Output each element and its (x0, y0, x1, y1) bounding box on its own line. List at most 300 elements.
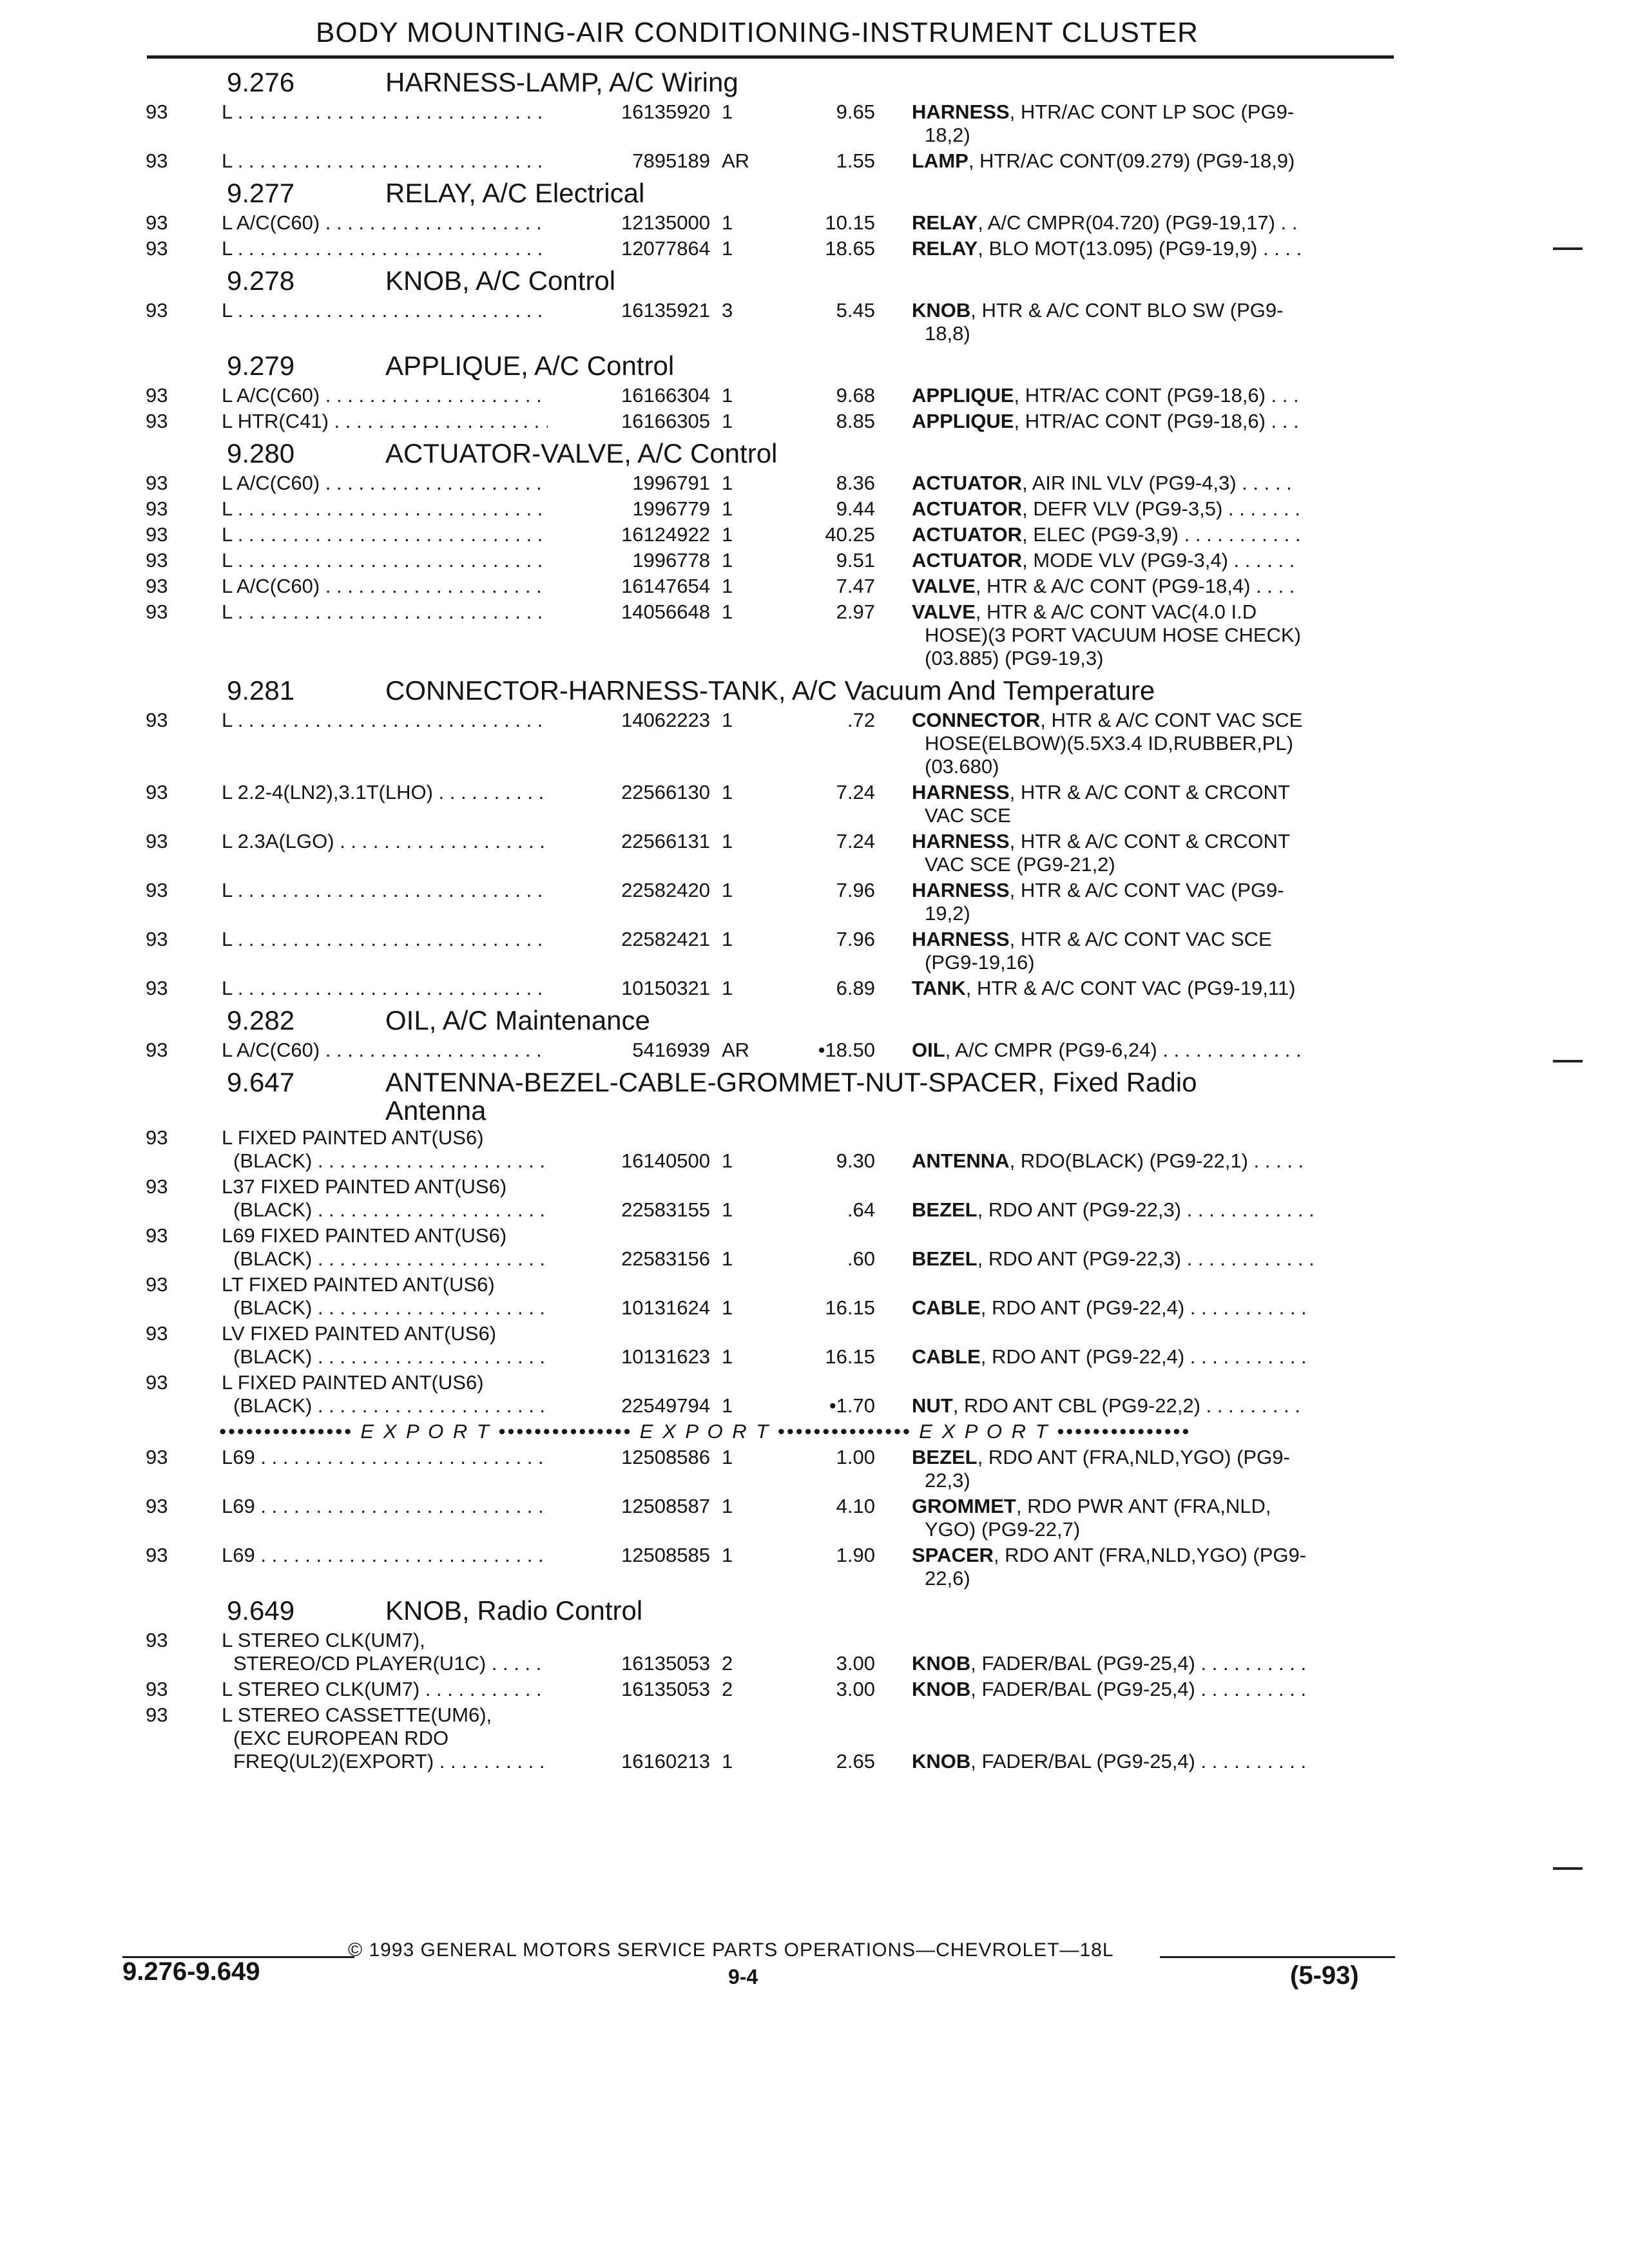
description-text: , ELEC (PG9-3,9) . . . . . . . . . . . (1022, 523, 1301, 546)
description-line (912, 928, 1389, 951)
description-line (912, 523, 1389, 546)
usage-line-text: L STEREO CASSETTE(UM6), (222, 1704, 492, 1726)
part-number: 22583156 (548, 1247, 710, 1271)
description-line (912, 647, 1389, 670)
part-row (0, 149, 1629, 175)
section-number: 9.282 (227, 1005, 295, 1035)
section-heading (0, 1003, 1629, 1039)
description-keyword: VALVE (912, 575, 976, 597)
description-line (912, 624, 1389, 647)
part-row (0, 1224, 1629, 1273)
part-description (912, 1345, 1389, 1369)
quantity: 3 (722, 299, 733, 322)
description-keyword: HARNESS (912, 830, 1010, 852)
description-text: , HTR/AC CONT(09.279) (PG9-18,9) (968, 149, 1295, 172)
model-year: 93 (146, 575, 168, 597)
part-description (912, 1652, 1389, 1675)
description-line (912, 1446, 1389, 1469)
usage-line-text: L A/C(C60) (222, 384, 320, 407)
description-keyword: RELAY (912, 237, 978, 260)
description-text: , HTR & A/C CONT VAC SCE (1009, 928, 1272, 950)
part-row (0, 830, 1629, 879)
part-number: 10131623 (548, 1345, 710, 1369)
description-line (912, 1567, 1389, 1590)
section-heading (0, 1064, 1629, 1126)
quantity: 1 (722, 1544, 733, 1566)
section-title: HARNESS-LAMP, A/C Wiring (385, 67, 738, 97)
usage-line (222, 1322, 711, 1345)
part-description (912, 101, 1389, 147)
part-description (912, 1296, 1389, 1320)
price: 9.44 (836, 497, 875, 520)
quantity: 1 (722, 879, 733, 901)
model-year: 93 (146, 709, 168, 731)
description-text: , RDO ANT (FRA,NLD,YGO) (PG9- (977, 1446, 1290, 1468)
description-line (912, 549, 1389, 572)
usage-line-text: L HTR(C41) (222, 410, 329, 432)
description-text: VAC SCE (PG9-21,2) (925, 853, 1115, 876)
part-description (912, 879, 1389, 925)
part-row (0, 601, 1629, 673)
description-text: , FADER/BAL (PG9-25,4) . . . . . . . . . . (970, 1678, 1307, 1700)
section-number: 9.280 (227, 438, 295, 468)
section-title: ANTENNA-BEZEL-CABLE-GROMMET-NUT-SPACER, Fixed Radio (385, 1067, 1197, 1097)
part-number: 22583155 (548, 1198, 710, 1222)
description-text: , RDO ANT (PG9-22,3) . . . . . . . . . . . . (977, 1247, 1315, 1270)
part-number: 5416939 (548, 1039, 710, 1062)
part-row (0, 1678, 1629, 1704)
price: 3.00 (836, 1652, 875, 1675)
part-number: 1996791 (548, 472, 710, 495)
usage-line (222, 1371, 711, 1394)
part-row (0, 101, 1629, 149)
model-year: 93 (146, 1678, 168, 1700)
model-year: 93 (146, 523, 168, 546)
description-keyword: CABLE (912, 1296, 981, 1319)
price: 7.24 (836, 781, 875, 803)
section-number: 9.277 (227, 178, 295, 208)
part-number: 16135053 (548, 1678, 710, 1701)
part-description (912, 523, 1389, 546)
description-text: , HTR & A/C CONT (PG9-18,4) . . . . (975, 575, 1295, 597)
part-row (0, 237, 1629, 263)
part-number: 16140500 (548, 1149, 710, 1173)
description-keyword: RELAY (912, 211, 978, 234)
part-description (912, 709, 1389, 778)
price: 1.00 (836, 1446, 875, 1468)
description-keyword: BEZEL (912, 1446, 978, 1468)
description-text: , HTR & A/C CONT VAC SCE (1040, 709, 1303, 731)
part-number: 16147654 (548, 575, 710, 598)
model-year: 93 (146, 1544, 168, 1566)
usage-line (222, 1727, 711, 1750)
section-title: RELAY, A/C Electrical (385, 178, 645, 208)
description-text: (03.680) (925, 755, 999, 778)
usage-line (222, 1704, 711, 1727)
description-text: (PG9-19,16) (925, 951, 1035, 974)
section-title: KNOB, Radio Control (385, 1595, 643, 1626)
description-text: 22,6) (925, 1567, 970, 1590)
description-keyword: APPLIQUE (912, 384, 1014, 407)
description-line (912, 322, 1389, 345)
part-description (912, 497, 1389, 521)
usage-line-text: L 2.2-4(LN2),3.1T(LHO) (222, 781, 433, 803)
quantity: 1 (722, 101, 733, 123)
description-line (912, 472, 1389, 495)
part-row (0, 523, 1629, 549)
quantity: 2 (722, 1652, 733, 1675)
section-heading (0, 263, 1629, 299)
model-year: 93 (146, 1126, 168, 1149)
model-year: 93 (146, 149, 168, 172)
description-keyword: OIL (912, 1039, 945, 1061)
quantity: 1 (722, 781, 733, 803)
price: 8.85 (836, 410, 875, 432)
price: 18.65 (825, 237, 875, 260)
description-text: , HTR & A/C CONT VAC (PG9- (1009, 879, 1284, 901)
price: 16.15 (825, 1296, 875, 1319)
part-description (912, 211, 1389, 235)
usage-line-text: L A/C(C60) (222, 211, 320, 234)
quantity: 1 (722, 977, 733, 999)
price: 2.97 (836, 601, 875, 623)
part-row (0, 1495, 1629, 1544)
part-number: 16135053 (548, 1652, 710, 1675)
model-year: 93 (146, 1175, 168, 1198)
model-year: 93 (146, 1495, 168, 1517)
part-row (0, 781, 1629, 830)
description-text: 19,2) (925, 902, 970, 925)
part-number: 12135000 (548, 211, 710, 235)
part-description (912, 1750, 1389, 1773)
description-keyword: CONNECTOR (912, 709, 1041, 731)
usage-line (222, 1273, 711, 1296)
usage-line-text: L STEREO CLK(UM7) (222, 1678, 420, 1700)
description-keyword: BEZEL (912, 1247, 978, 1270)
quantity: 1 (722, 472, 733, 494)
part-description (912, 1544, 1389, 1590)
price: •1.70 (829, 1394, 875, 1417)
description-text: , FADER/BAL (PG9-25,4) . . . . . . . . . . (970, 1652, 1307, 1675)
quantity: 1 (722, 549, 733, 572)
description-line (912, 1149, 1389, 1173)
description-line (912, 237, 1389, 260)
model-year: 93 (146, 549, 168, 572)
usage-line-text: L (222, 928, 233, 950)
description-text: , DEFR VLV (PG9-3,5) . . . . . . . (1022, 497, 1300, 520)
usage-line-text: L (222, 149, 233, 172)
footer-revision-date: (5-93) (1290, 1961, 1359, 1990)
description-line (912, 879, 1389, 902)
price: .60 (847, 1247, 875, 1270)
usage-line-text: L69 (222, 1495, 255, 1517)
description-keyword: KNOB (912, 299, 971, 322)
description-text: , A/C CMPR(04.720) (PG9-19,17) . . (978, 211, 1298, 234)
part-row (0, 879, 1629, 928)
part-description (912, 575, 1389, 598)
price: 7.24 (836, 830, 875, 852)
quantity: 1 (722, 497, 733, 520)
description-line (912, 902, 1389, 925)
price: 9.65 (836, 101, 875, 123)
part-row (0, 299, 1629, 348)
price: 9.30 (836, 1149, 875, 1172)
usage-line-text: L69 FIXED PAINTED ANT(US6) (222, 1224, 507, 1247)
model-year: 93 (146, 1446, 168, 1468)
part-number: 12508585 (548, 1544, 710, 1567)
usage-line-text: (EXC EUROPEAN RDO (233, 1727, 449, 1749)
description-line (912, 709, 1389, 732)
usage-line-text: L69 (222, 1446, 255, 1468)
quantity: 1 (722, 237, 733, 260)
usage-line-text: L (222, 523, 233, 546)
usage-line-text: (BLACK) (233, 1394, 313, 1417)
description-keyword: NUT (912, 1394, 953, 1417)
description-line (912, 1296, 1389, 1320)
part-description (912, 977, 1389, 1000)
usage-line-text: L FIXED PAINTED ANT(US6) (222, 1371, 484, 1394)
part-number: 7895189 (548, 149, 710, 173)
usage-line-text: (BLACK) (233, 1198, 313, 1221)
usage-line (222, 1126, 711, 1149)
section-title: OIL, A/C Maintenance (385, 1005, 650, 1035)
quantity: 2 (722, 1678, 733, 1700)
usage-line-text: STEREO/CD PLAYER(U1C) (233, 1652, 487, 1675)
quantity: 1 (722, 384, 733, 407)
part-number: 16135921 (548, 299, 710, 322)
usage-line-text: L (222, 709, 233, 731)
description-text: , HTR & A/C CONT & CRCONT (1009, 830, 1290, 852)
usage-line-text: L A/C(C60) (222, 472, 320, 494)
description-text: , RDO(BLACK) (PG9-22,1) . . . . . (1009, 1149, 1304, 1172)
description-line (912, 1345, 1389, 1369)
usage-line-text: L 2.3A(LGO) (222, 830, 334, 852)
description-keyword: APPLIQUE (912, 410, 1014, 432)
usage-line-text: L (222, 977, 233, 999)
description-line (912, 575, 1389, 598)
part-description (912, 472, 1389, 495)
usage-line-text: L (222, 601, 233, 623)
price: 1.55 (836, 149, 875, 172)
quantity: 1 (722, 928, 733, 950)
description-line (912, 1247, 1389, 1271)
description-line (912, 211, 1389, 235)
quantity: 1 (722, 211, 733, 234)
description-line (912, 830, 1389, 853)
part-row (0, 384, 1629, 410)
description-line (912, 1469, 1389, 1492)
part-description (912, 1495, 1389, 1541)
description-line (912, 1198, 1389, 1222)
part-description (912, 549, 1389, 572)
description-keyword: HARNESS (912, 781, 1010, 803)
description-line (912, 1678, 1389, 1701)
footer-rule-right (1160, 1956, 1395, 1958)
part-number: 12508587 (548, 1495, 710, 1518)
description-text: , HTR & A/C CONT BLO SW (PG9- (970, 299, 1284, 322)
usage-line-text: L69 (222, 1544, 255, 1566)
section-number: 9.276 (227, 67, 295, 97)
description-keyword: SPACER (912, 1544, 994, 1566)
model-year: 93 (146, 211, 168, 234)
quantity: 1 (722, 1198, 733, 1221)
part-description (912, 237, 1389, 260)
part-number: 10150321 (548, 977, 710, 1000)
part-number: 22582420 (548, 879, 710, 902)
description-text: (03.885) (PG9-19,3) (925, 647, 1104, 669)
section-heading (0, 348, 1629, 384)
description-text: , A/C CMPR (PG9-6,24) . . . . . . . . . . . . . (945, 1039, 1302, 1061)
description-text: HOSE(ELBOW)(5.5X3.4 ID,RUBBER,PL) (925, 732, 1293, 754)
section-heading (0, 175, 1629, 211)
price: 4.10 (836, 1495, 875, 1517)
price: 1.90 (836, 1544, 875, 1566)
usage-line-text: L (222, 101, 233, 123)
part-description (912, 149, 1389, 173)
part-number: 22549794 (548, 1394, 710, 1418)
quantity: 1 (722, 1345, 733, 1368)
usage-line-text: L (222, 549, 233, 572)
section-number: 9.647 (227, 1067, 295, 1097)
description-line (912, 124, 1389, 147)
part-description (912, 1446, 1389, 1492)
description-line (912, 1495, 1389, 1518)
quantity: 1 (722, 1394, 733, 1417)
part-description (912, 384, 1389, 407)
model-year: 93 (146, 101, 168, 123)
description-line (912, 1394, 1389, 1418)
description-line (912, 732, 1389, 755)
part-row (0, 1629, 1629, 1678)
part-description (912, 1394, 1389, 1418)
price: 9.51 (836, 549, 875, 572)
description-line (912, 1544, 1389, 1567)
price: 5.45 (836, 299, 875, 322)
price: 16.15 (825, 1345, 875, 1368)
description-text: HOSE)(3 PORT VACUUM HOSE CHECK) (925, 624, 1301, 646)
description-text: , BLO MOT(13.095) (PG9-19,9) . . . . (978, 237, 1302, 260)
description-line (912, 149, 1389, 173)
quantity: 1 (722, 575, 733, 597)
quantity: AR (722, 1039, 750, 1061)
part-row (0, 549, 1629, 575)
part-row (0, 497, 1629, 523)
description-keyword: TANK (912, 977, 966, 999)
description-line (912, 951, 1389, 974)
description-text: , MODE VLV (PG9-3,4) . . . . . . (1022, 549, 1295, 572)
description-keyword: ACTUATOR (912, 549, 1023, 572)
usage-line-text: L STEREO CLK(UM7), (222, 1629, 425, 1651)
model-year: 93 (146, 1371, 168, 1394)
footer-page-number: 9-4 (728, 1965, 758, 1988)
description-text: , HTR & A/C CONT VAC(4.0 I.D (975, 601, 1257, 623)
part-row (0, 709, 1629, 781)
description-line (912, 299, 1389, 322)
price: 40.25 (825, 523, 875, 546)
model-year: 93 (146, 472, 168, 494)
usage-line-text: (BLACK) (233, 1345, 313, 1368)
section-number: 9.278 (227, 265, 295, 296)
price: 2.65 (836, 1750, 875, 1773)
part-row (0, 472, 1629, 497)
part-number: 22582421 (548, 928, 710, 951)
description-text: 18,2) (925, 124, 970, 146)
part-row (0, 211, 1629, 237)
description-line (912, 1518, 1389, 1541)
part-description (912, 299, 1389, 345)
price: •18.50 (818, 1039, 875, 1061)
description-text: , RDO ANT CBL (PG9-22,2) . . . . . . . . . (952, 1394, 1300, 1417)
part-row (0, 1446, 1629, 1495)
usage-line-text: L37 FIXED PAINTED ANT(US6) (222, 1175, 507, 1198)
price: 7.96 (836, 928, 875, 950)
description-line (912, 781, 1389, 804)
section-number: 9.649 (227, 1595, 295, 1626)
part-description (912, 1149, 1389, 1173)
part-row (0, 1175, 1629, 1224)
description-keyword: CABLE (912, 1345, 981, 1368)
description-keyword: KNOB (912, 1750, 971, 1773)
price: 9.68 (836, 384, 875, 407)
part-number: 1996779 (548, 497, 710, 521)
description-keyword: ANTENNA (912, 1149, 1010, 1172)
model-year: 93 (146, 879, 168, 901)
part-number: 12508586 (548, 1446, 710, 1469)
margin-tick-mark (1553, 1060, 1583, 1062)
usage-line-text: LV FIXED PAINTED ANT(US6) (222, 1322, 497, 1345)
footer-copyright: © 1993 GENERAL MOTORS SERVICE PARTS OPERATIONS—CHEVROLET—18L (348, 1939, 1114, 1961)
description-line (912, 804, 1389, 827)
description-keyword: HARNESS (912, 101, 1010, 123)
part-row (0, 1273, 1629, 1322)
description-keyword: ACTUATOR (912, 472, 1023, 494)
part-number: 16135920 (548, 101, 710, 124)
usage-line-text: L (222, 879, 233, 901)
part-number: 14062223 (548, 709, 710, 732)
part-row (0, 1039, 1629, 1064)
part-description (912, 1198, 1389, 1222)
description-line (912, 601, 1389, 624)
description-line (912, 497, 1389, 521)
section-title: CONNECTOR-HARNESS-TANK, A/C Vacuum And Temperature (385, 675, 1155, 706)
usage-line (222, 1224, 711, 1247)
model-year: 93 (146, 1224, 168, 1247)
model-year: 93 (146, 299, 168, 322)
description-text: , HTR/AC CONT (PG9-18,6) . . . (1014, 384, 1299, 407)
description-text: , RDO PWR ANT (FRA,NLD, (1016, 1495, 1271, 1517)
model-year: 93 (146, 497, 168, 520)
parts-listing (0, 64, 1629, 1776)
part-description (912, 1678, 1389, 1701)
model-year: 93 (146, 601, 168, 623)
model-year: 93 (146, 384, 168, 407)
export-separator: ••••••••••••••• E X P O R T ••••••••••••••• E X P O R T ••••••••••••••• E X P O R T ••••••••••••••• (219, 1420, 1191, 1443)
quantity: 1 (722, 1495, 733, 1517)
description-line (912, 853, 1389, 876)
section-heading (0, 436, 1629, 472)
model-year: 93 (146, 781, 168, 803)
model-year: 93 (146, 830, 168, 852)
model-year: 93 (146, 1039, 168, 1061)
usage-line-text: L (222, 497, 233, 520)
part-description (912, 928, 1389, 974)
section-heading (0, 64, 1629, 101)
description-line (912, 755, 1389, 778)
usage-line-text: (BLACK) (233, 1247, 313, 1270)
section-title: KNOB, A/C Control (385, 265, 616, 296)
part-number: 16166305 (548, 410, 710, 433)
description-text: 22,3) (925, 1469, 970, 1492)
